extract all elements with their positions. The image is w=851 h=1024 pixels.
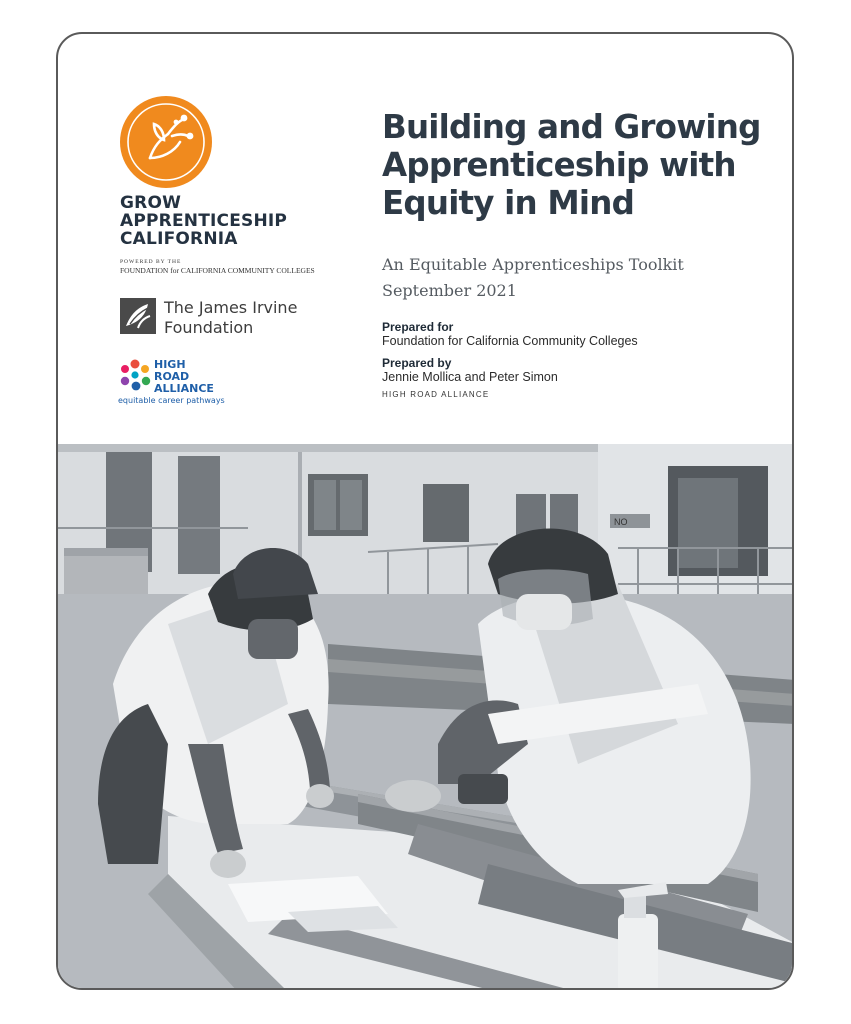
subtitle-date: September 2021 [382, 281, 517, 300]
poppy-flower-icon [120, 298, 156, 334]
title-line: Equity in Mind [382, 184, 635, 222]
hra-line: ROAD [154, 370, 190, 383]
hra-tagline: equitable career pathways [118, 396, 225, 405]
prepared-for-label: Prepared for [382, 320, 454, 334]
hra-line: HIGH [154, 358, 186, 371]
grow-logo-wordmark [120, 194, 320, 248]
prepared-for-value: Foundation for California Community Colleges [382, 334, 638, 348]
grow-foundation-name: FOUNDATION for CALIFORNIA COMMUNITY COLLEGES [120, 266, 315, 275]
document-subtitle [382, 252, 782, 304]
irvine-line: Foundation [164, 318, 254, 337]
grow-powered-by: POWERED BY THE [120, 259, 182, 265]
irvine-wordmark [164, 298, 324, 338]
title-line: Building and Growing [382, 108, 761, 146]
cover-photo [58, 444, 794, 990]
prepared-by-organization: HIGH ROAD ALLIANCE [382, 390, 490, 399]
subtitle-line: An Equitable Apprenticeships Toolkit [382, 255, 684, 274]
colorful-dots-icon [118, 358, 152, 392]
irvine-line: The James Irvine [164, 298, 298, 317]
prepared-by-value: Jennie Mollica and Peter Simon [382, 370, 558, 384]
title-line: Apprenticeship with [382, 146, 736, 184]
warning-sign-text: NO [614, 517, 628, 527]
cover-page [56, 32, 794, 990]
grow-title-line: APPRENTICESHIP [120, 211, 288, 231]
document-title [382, 108, 782, 222]
flower-sprout-icon [120, 96, 212, 188]
grow-title-line: GROW [120, 193, 182, 213]
grow-title-line: CALIFORNIA [120, 229, 238, 249]
prepared-by-label: Prepared by [382, 356, 452, 370]
hra-wordmark [154, 359, 254, 395]
hra-line: ALLIANCE [154, 382, 214, 395]
